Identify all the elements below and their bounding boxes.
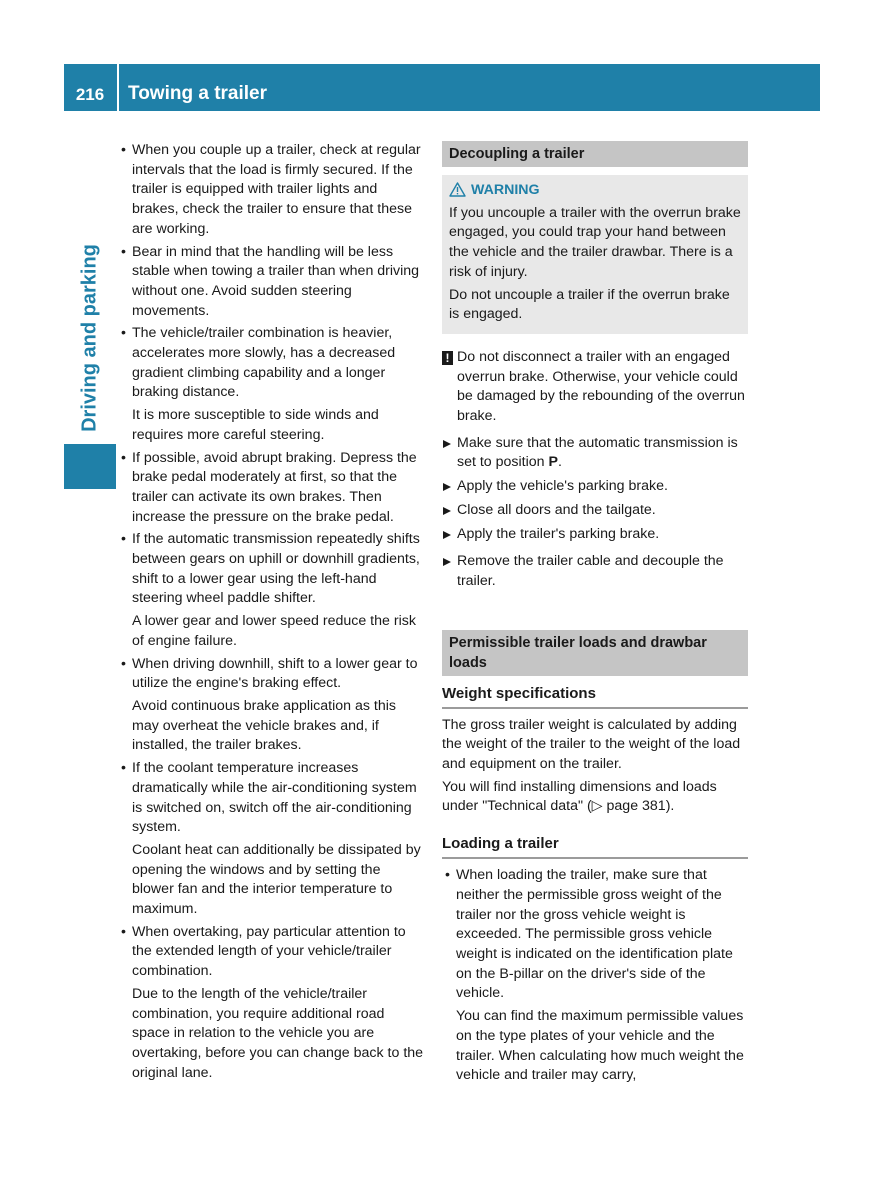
- left-column: [118, 141, 424, 1086]
- step-text: Make sure that the automatic transmission is set to position: [457, 434, 738, 471]
- instruction-step: [442, 477, 748, 497]
- step-arrow-icon: [443, 531, 451, 539]
- list-item: • If the coolant temperature increases dramatically while the air-conditioning system is switched on, switch off the air-conditioning system.: [118, 759, 424, 838]
- list-item: • When you couple up a trailer, check at regular intervals that the load is firmly secured. If the trailer is equipped with trailer lights and brakes, check the trailer to ensure that these are working.: [118, 141, 424, 240]
- section-heading-decoupling: Decoupling a trailer: [442, 141, 748, 167]
- step-arrow-icon: [443, 440, 451, 448]
- list-item-note: It is more susceptible to side winds and requires more careful steering.: [132, 407, 379, 443]
- step-arrow-icon: [443, 507, 451, 515]
- page-number: 216: [75, 85, 105, 104]
- warning-instruction: Do not uncouple a trailer if the overrun brake is engaged.: [449, 286, 730, 323]
- warning-triangle-icon: [449, 182, 466, 197]
- list-item: • When driving downhill, shift to a lower gear to utilize the engine's braking effect.: [118, 655, 424, 694]
- warning-text: If you uncouple a trailer with the overrun brake engaged, you could trap your hand between the vehicle and the trailer drawbar. There is a risk of injury.: [449, 204, 741, 280]
- list-item-note: A lower gear and lower speed reduce the risk of engine failure.: [132, 613, 416, 649]
- list-item: • The vehicle/trailer combination is heavier, accelerates more slowly, has a decreased gradient climbing capability and a longer braking distance.: [118, 324, 424, 403]
- warning-box: [442, 175, 748, 334]
- chapter-title: Towing a trailer: [128, 83, 268, 104]
- list-item: • When overtaking, pay particular attention to the extended length of your vehicle/trailer combination.: [118, 923, 424, 982]
- step-arrow-icon: [443, 483, 451, 491]
- instruction-step: [442, 552, 748, 591]
- instruction-step: [442, 434, 748, 473]
- step-text: Apply the trailer's parking brake.: [457, 525, 660, 542]
- step-text-end: .: [557, 454, 562, 471]
- instruction-step: [442, 501, 748, 521]
- list-item: • When loading the trailer, make sure that neither the permissible gross weight of the trailer nor the gross vehicle weight is exceeded. The permissible gross vehicle weight is indicated on the identification plate on the B-pillar on the driver's side of the vehicle.: [442, 866, 748, 1004]
- list-item-note: Coolant heat can additionally be dissipated by opening the windows and by setting the blower fan and the interior temperature to maximum.: [132, 841, 421, 918]
- page-header: [64, 64, 820, 111]
- list-item: • Bear in mind that the handling will be less stable when towing a trailer than when driving without one. Avoid sudden steering movements.: [118, 243, 424, 322]
- step-arrow-icon: [443, 558, 451, 566]
- list-item-note: Avoid continuous brake application as this may overheat the vehicle brakes and, if installed, the trailer brakes.: [132, 697, 396, 754]
- exclamation-icon: !: [442, 351, 453, 365]
- side-section-tab: [64, 444, 116, 489]
- list-item: • If possible, avoid abrupt braking. Depress the brake pedal moderately at first, so that the trailer can activate its own brakes. Then increase the pressure on the brake pedal.: [118, 449, 424, 528]
- header-divider: [117, 64, 119, 111]
- notice-paragraph: [442, 348, 748, 427]
- step-text: Apply the vehicle's parking brake.: [457, 478, 668, 495]
- side-section-text: Driving and parking: [78, 244, 101, 432]
- paragraph-page-reference: You will find installing dimensions and loads under "Technical data" (▷ page 381).: [442, 778, 717, 815]
- step-text: Remove the trailer cable and decouple the trailer.: [457, 553, 724, 589]
- section-heading-trailer-loads: Permissible trailer loads and drawbar loads: [442, 630, 748, 676]
- subheading-loading-trailer: Loading a trailer: [442, 834, 748, 859]
- transmission-position: P: [548, 454, 558, 471]
- paragraph: The gross trailer weight is calculated by adding the weight of the trailer to the weight of the load and equipment on the trailer.: [442, 716, 741, 773]
- notice-text: Do not disconnect a trailer with an engaged overrun brake. Otherwise, your vehicle could be damaged by the rebounding of the overrun brake.: [457, 348, 745, 425]
- subheading-weight-specifications: Weight specifications: [442, 684, 748, 709]
- list-item-note: Due to the length of the vehicle/trailer combination, you require additional road space in relation to the vehicle you are overtaking, before you can change back to the original lane.: [132, 985, 424, 1081]
- right-column: [442, 141, 748, 1089]
- warning-title: [449, 181, 741, 201]
- step-text: Close all doors and the tailgate.: [457, 501, 656, 518]
- instruction-step: [442, 525, 748, 545]
- warning-title-text: WARNING: [471, 182, 540, 198]
- list-item-note: You can find the maximum permissible values on the type plates of your vehicle and the trailer. When calculating how much weight the vehicle and trailer may carry,: [456, 1008, 744, 1084]
- list-item: • If the automatic transmission repeatedly shifts between gears on uphill or downhill gradients, shift to a lower gear using the left-hand steering wheel paddle shifter.: [118, 530, 424, 609]
